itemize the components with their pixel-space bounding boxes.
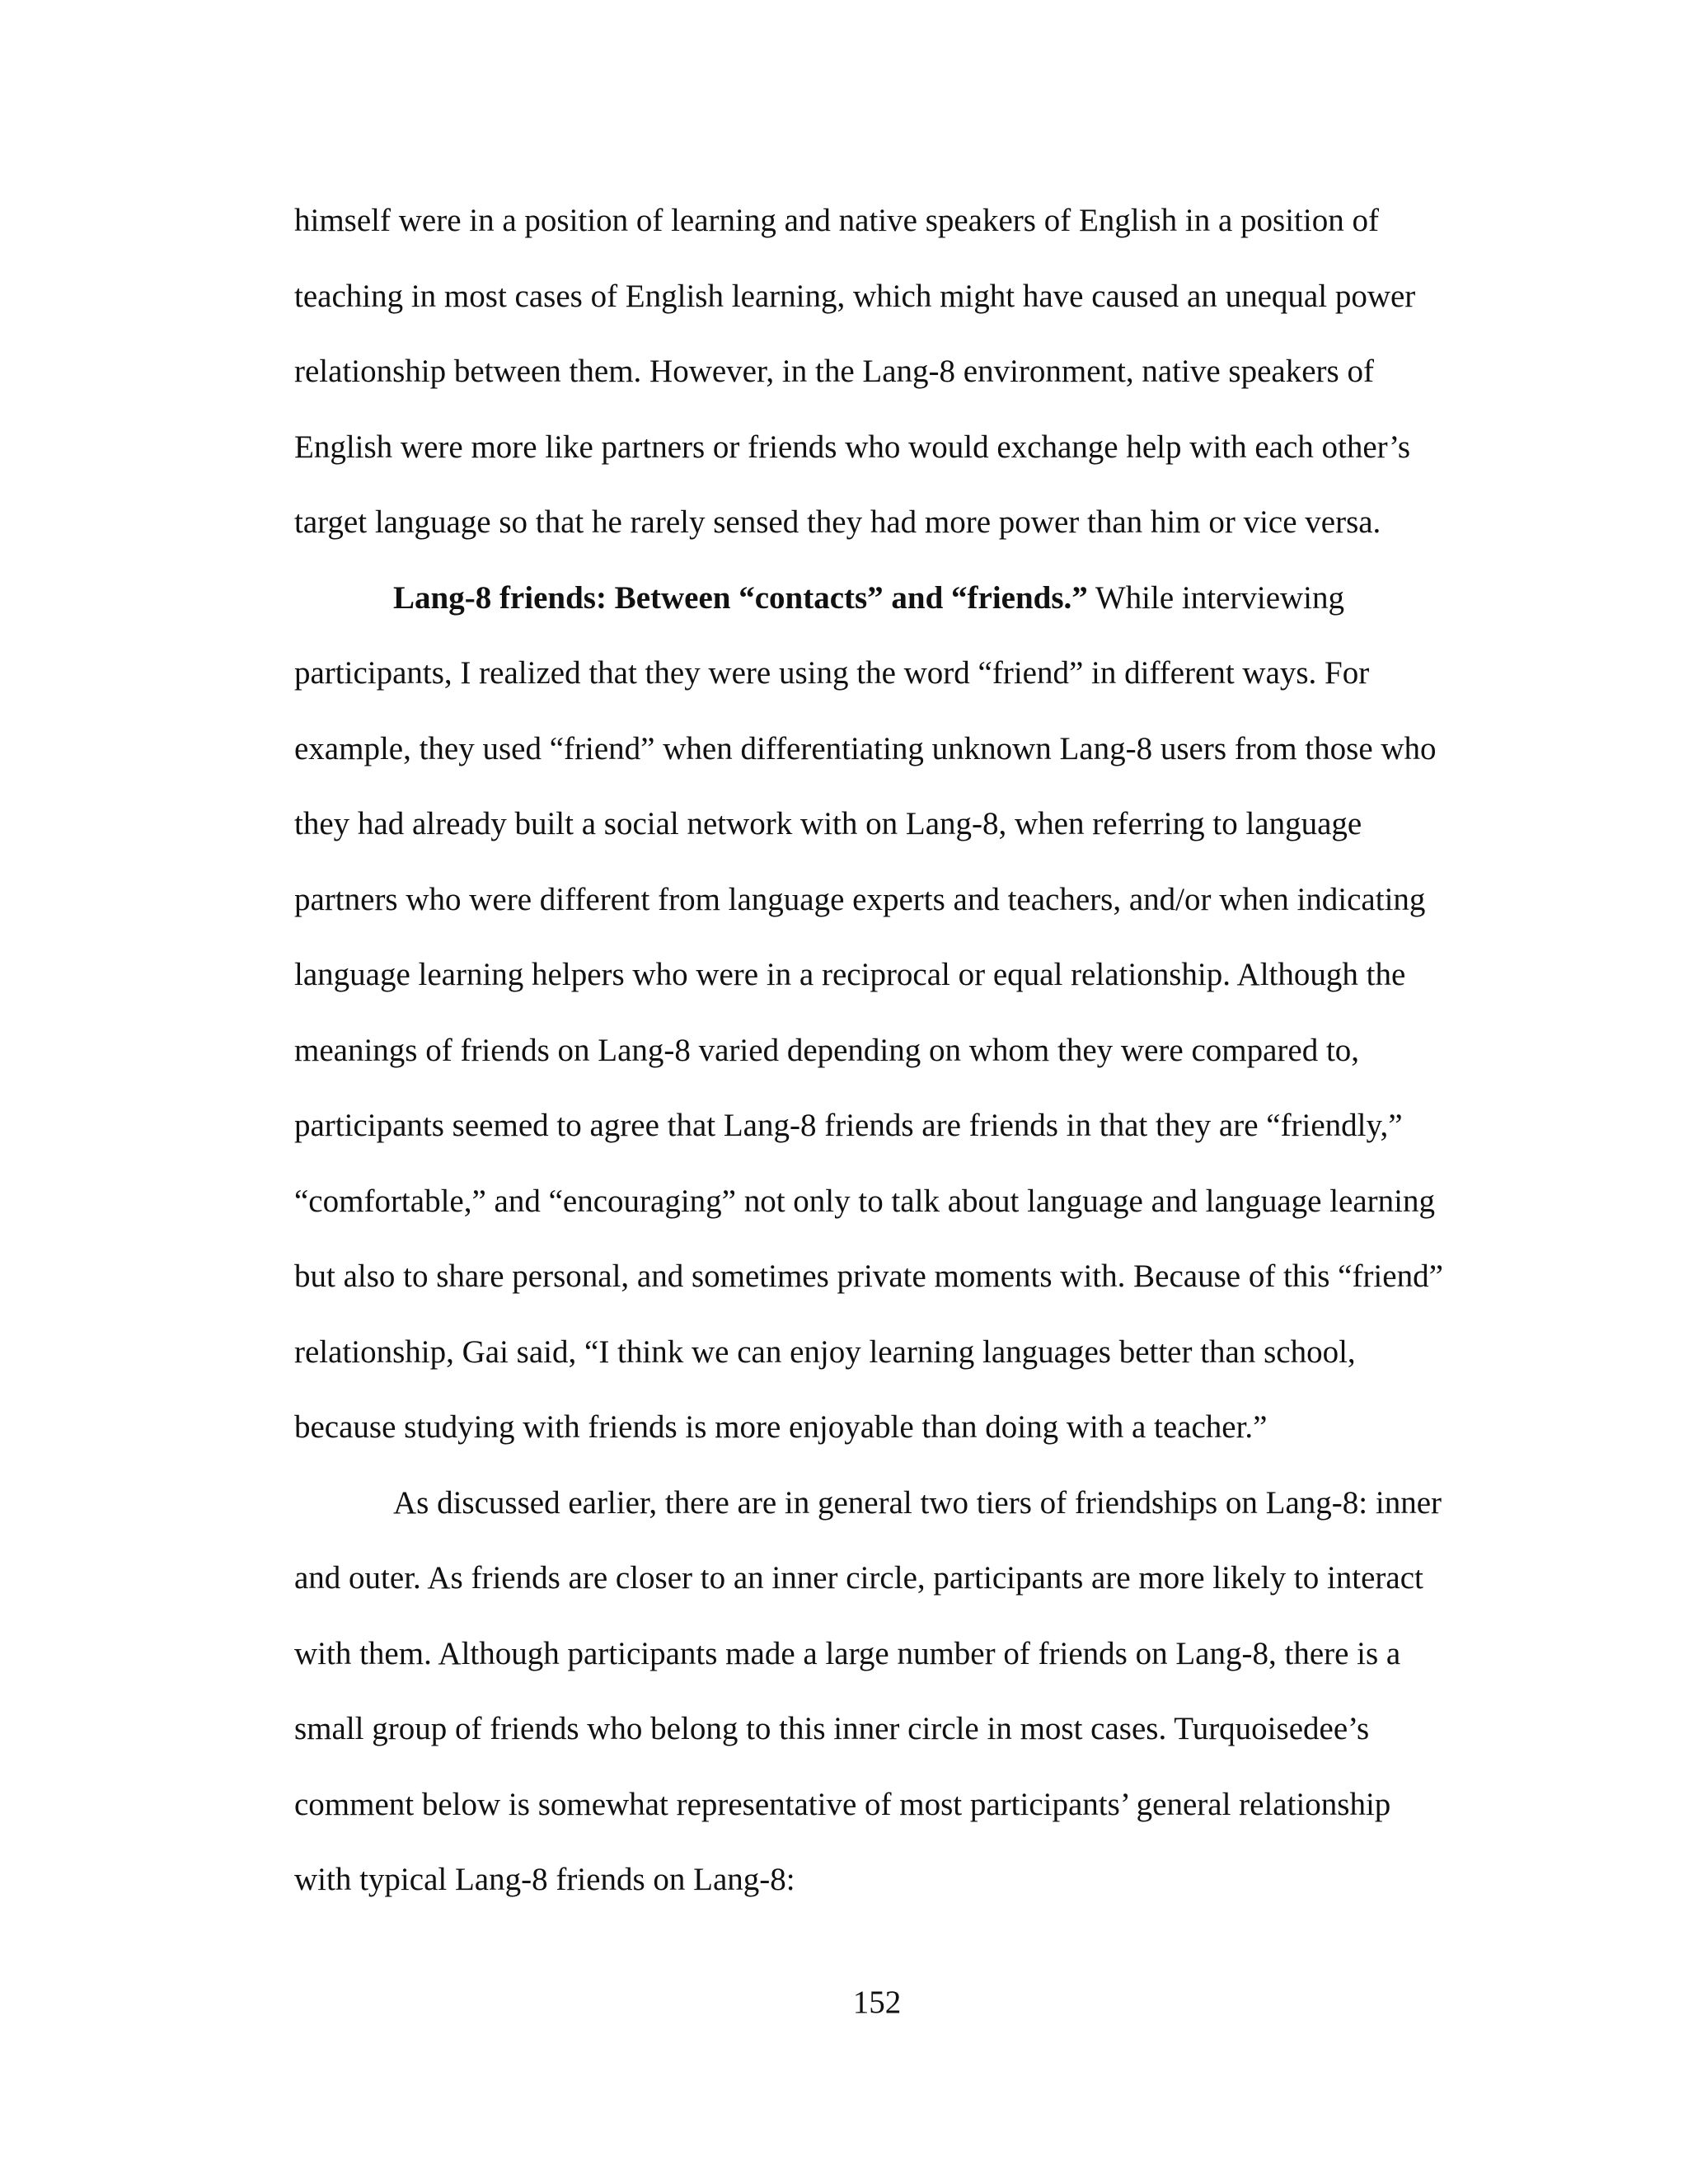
text-line: target language so that he rarely sensed they had more power than him or vice versa. bbox=[294, 504, 1381, 540]
text-line: As discussed earlier, there are in general two tiers of friendships on Lang-8: inner bbox=[393, 1484, 1442, 1521]
text-line: example, they used “friend” when differentiating unknown Lang-8 users from those who bbox=[294, 730, 1437, 766]
text-line: himself were in a position of learning and native speakers of English in a position of bbox=[294, 203, 1379, 238]
text-line: participants, I realized that they were using the word “friend” in different ways. For bbox=[294, 655, 1370, 691]
body-text bbox=[294, 183, 1465, 1918]
text-line: meanings of friends on Lang-8 varied depending on whom they were compared to, bbox=[294, 1032, 1360, 1068]
text-line: relationship, Gai said, “I think we can enjoy learning languages better than school, bbox=[294, 1333, 1356, 1370]
text-line: because studying with friends is more enjoyable than doing with a teacher.” bbox=[294, 1409, 1268, 1445]
text-line: language learning helpers who were in a reciprocal or equal relationship. Although the bbox=[294, 957, 1406, 992]
text-line: comment below is somewhat representative of most participants’ general relationship bbox=[294, 1786, 1391, 1822]
text-line: but also to share personal, and sometimes private moments with. Because of this “friend” bbox=[294, 1258, 1443, 1294]
text-line: relationship between them. However, in the Lang-8 environment, native speakers of bbox=[294, 354, 1374, 389]
text-line: small group of friends who belong to this inner circle in most cases. Turquoisedee’s bbox=[294, 1711, 1370, 1746]
text-line bbox=[294, 560, 1465, 636]
heading-continuation: While interviewing bbox=[1087, 579, 1345, 616]
paragraph-1 bbox=[294, 183, 1465, 560]
text-line: with typical Lang-8 friends on Lang-8: bbox=[294, 1862, 795, 1897]
text-line: with them. Although participants made a large number of friends on Lang-8, there is a bbox=[294, 1635, 1401, 1671]
text-line: teaching in most cases of English learning, which might have caused an unequal power bbox=[294, 278, 1416, 314]
text-line: they had already built a social network with on Lang-8, when referring to language bbox=[294, 806, 1362, 841]
page-number: 152 bbox=[852, 1985, 902, 2020]
section-heading: Lang-8 friends: Between “contacts” and “friends.” bbox=[393, 579, 1088, 616]
paragraph-3 bbox=[294, 1465, 1465, 1918]
text-line: and outer. As friends are closer to an inner circle, participants are more likely to interact bbox=[294, 1560, 1423, 1596]
text-line: partners who were different from language experts and teachers, and/or when indicating bbox=[294, 881, 1426, 917]
text-line: English were more like partners or friends who would exchange help with each other’s bbox=[294, 429, 1411, 465]
text-line: “comfortable,” and “encouraging” not only to talk about language and language learning bbox=[294, 1183, 1435, 1219]
text-line: participants seemed to agree that Lang-8 friends are friends in that they are “friendly,” bbox=[294, 1108, 1403, 1143]
paragraph-2 bbox=[294, 560, 1465, 1465]
